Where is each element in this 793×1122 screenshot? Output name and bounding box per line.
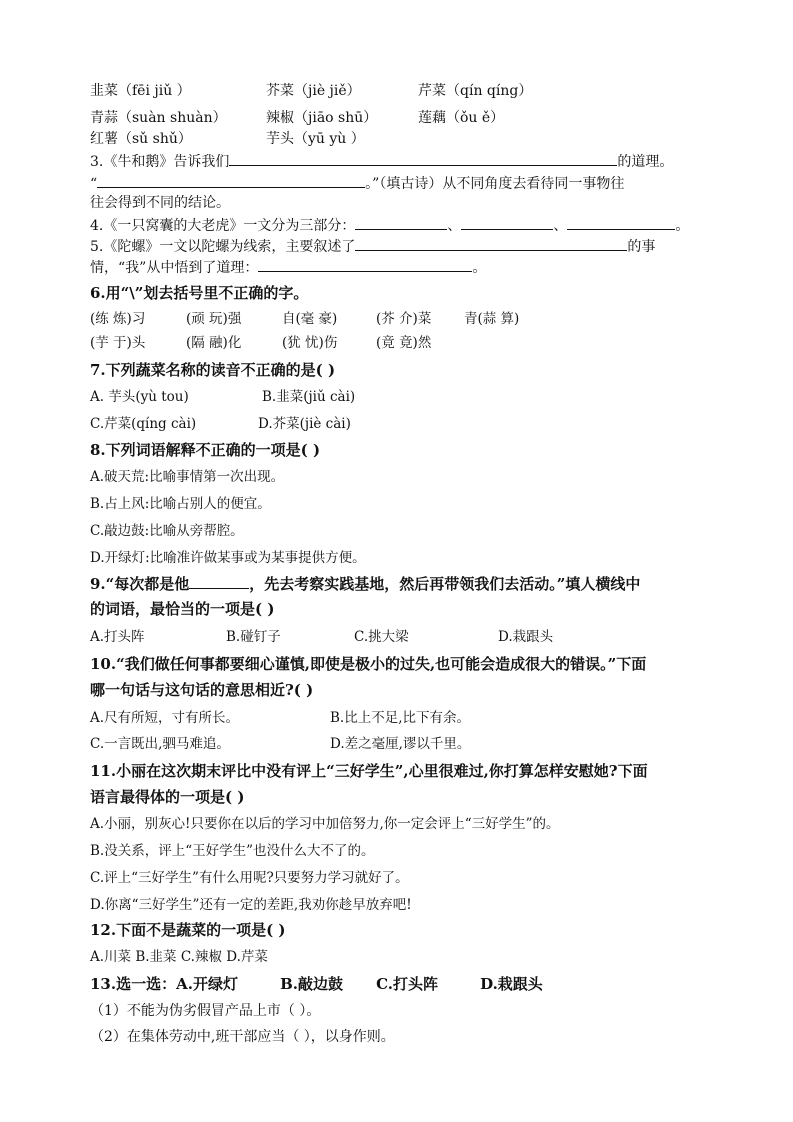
option: C.打头阵 <box>376 975 439 993</box>
question-3-text: “ <box>90 176 98 192</box>
pinyin-item: 芋头（yū yù ） <box>266 131 365 147</box>
option[interactable]: A.小丽，别灰心!只要你在以后的学习中加倍努力,你一定会评上“三好学生”的。 <box>90 816 560 832</box>
option[interactable]: B.比上不足,比下有余。 <box>330 710 471 726</box>
question-5-line-2 <box>90 257 486 278</box>
option: B.敲边鼓 <box>280 975 344 993</box>
choice-item[interactable]: (隔 融)化 <box>186 335 242 351</box>
question-6-row-1 <box>90 309 519 329</box>
question-10-line-2: 哪一句话与这句话的意思相近?( ) <box>90 681 314 699</box>
choice-item[interactable]: (犹 忧)伤 <box>282 335 338 351</box>
question-9-text: ，先去考察实践基地，然后再带领我们去活动。”填人横线中 <box>249 575 641 593</box>
pinyin-row-2 <box>90 108 504 128</box>
question-13-item[interactable]: （2）在集体劳动中,班干部应当（ ），以身作则。 <box>90 1029 395 1045</box>
question-3-text: 3.《牛和鹅》告诉我们 <box>90 154 230 170</box>
question-8-title: 8.下列词语解释不正确的一项是( ) <box>90 441 321 459</box>
choice-item[interactable]: (芥 介)菜 <box>376 311 432 327</box>
question-10-row-1 <box>90 708 470 728</box>
question-6-row-2 <box>90 333 431 353</box>
question-10-row-2 <box>90 734 470 754</box>
answer-blank[interactable] <box>461 215 553 230</box>
pinyin-row-3 <box>90 129 365 149</box>
question-6-title: 6.用“\”划去括号里不正确的字。 <box>90 284 309 302</box>
option[interactable]: D.栽跟头 <box>498 629 554 645</box>
pinyin-row-1 <box>90 81 532 101</box>
question-13-item[interactable]: （1）不能为伪劣假冒产品上市（ ）。 <box>90 1003 321 1019</box>
question-4 <box>90 215 689 236</box>
option[interactable]: D.差之毫厘,谬以千里。 <box>330 736 471 752</box>
option[interactable]: B.占上风:比喻占别人的便宜。 <box>90 496 271 512</box>
option[interactable]: A.打头阵 <box>90 629 145 645</box>
question-11-line-1: 11.小丽在这次期末评比中没有评上“三好学生”,心里很难过,你打算怎样安慰她?下面 <box>90 762 648 780</box>
choice-item[interactable]: (练 炼)习 <box>90 311 146 327</box>
choice-item[interactable]: 自(毫 豪) <box>282 311 338 327</box>
pinyin-item: 芹菜（qín qíng） <box>418 83 533 99</box>
question-4-text: 4.《一只窝囊的大老虎》一文分为三部分： <box>90 218 356 234</box>
answer-blank[interactable] <box>229 151 617 166</box>
answer-blank[interactable] <box>258 257 472 272</box>
question-10-line-1: 10.“我们做任何事都要细心谨慎,即使是极小的过失,也可能会造成很大的错误。”下面 <box>90 655 647 673</box>
option[interactable]: C.评上“三好学生”有什么用呢?只要努力学习就好了。 <box>90 870 409 886</box>
question-11-line-2: 语言最得体的一项是( ) <box>90 788 245 806</box>
option: D.栽跟头 <box>480 975 543 993</box>
separator: 、 <box>553 218 568 234</box>
separator: 。 <box>675 218 690 234</box>
question-12-options[interactable]: A.川菜 B.韭菜 C.辣椒 D.芹菜 <box>90 949 268 965</box>
answer-blank[interactable] <box>355 215 447 230</box>
pinyin-item: 莲藕（ǒu ě） <box>418 110 505 126</box>
question-12-title: 12.下面不是蔬菜的一项是( ) <box>90 921 286 939</box>
option: A.开绿灯 <box>176 975 238 993</box>
pinyin-item: 青蒜（suàn shuàn） <box>90 110 227 126</box>
choice-item[interactable]: 青(蒜 算) <box>464 311 520 327</box>
choice-item[interactable]: (芋 于)头 <box>90 335 146 351</box>
pinyin-item: 红薯（sǔ shǔ） <box>90 131 192 147</box>
answer-blank[interactable] <box>97 173 365 188</box>
question-7-row-1 <box>90 387 355 407</box>
pinyin-item: 韭菜（fēi jiǔ ） <box>90 83 191 99</box>
option[interactable]: B.韭菜(jiǔ cài) <box>262 389 356 405</box>
answer-blank[interactable] <box>355 236 627 251</box>
question-9-line-1 <box>90 574 640 594</box>
option[interactable]: C.一言既出,驷马难追。 <box>90 736 230 752</box>
choice-item[interactable]: (顽 玩)强 <box>186 311 242 327</box>
option[interactable]: C.芹菜(qíng cài) <box>90 416 197 432</box>
option[interactable]: A.尺有所短，寸有所长。 <box>90 710 240 726</box>
question-3-line-1 <box>90 151 673 172</box>
question-5-text: 。 <box>472 260 487 276</box>
question-9-line-2: 的词语，最恰当的一项是( ) <box>90 600 275 618</box>
option[interactable]: A.破天荒:比喻事情第一次出现。 <box>90 469 285 485</box>
option[interactable]: B.碰钉子 <box>226 629 281 645</box>
question-3-line-2 <box>90 173 624 194</box>
answer-blank[interactable] <box>189 574 249 589</box>
choice-item[interactable]: (竟 竟)然 <box>376 335 432 351</box>
question-3-text: 的道理。 <box>617 154 674 170</box>
answer-blank[interactable] <box>567 215 675 230</box>
question-5-text: 5.《陀螺》一文以陀螺为线索，主要叙述了 <box>90 239 356 255</box>
option[interactable]: D.你离“三好学生”还有一定的差距,我劝你趁早放弃吧! <box>90 897 412 913</box>
option[interactable]: D.开绿灯:比喻准许做某事或为某事提供方便。 <box>90 550 366 566</box>
pinyin-item: 芥菜（jiè jiě） <box>266 83 361 99</box>
question-7-title: 7.下列蔬菜名称的读音不正确的是( ) <box>90 361 336 379</box>
option[interactable]: B.没关系，评上“王好学生”也没什么大不了的。 <box>90 843 375 859</box>
separator: 、 <box>447 218 462 234</box>
question-3-text: 往会得到不同的结论。 <box>90 195 230 211</box>
question-3-text: 。”（填古诗）从不同角度去看待同一事物往 <box>365 176 625 192</box>
question-9-options <box>90 627 553 647</box>
option[interactable]: D.芥菜(jiè cài) <box>258 416 351 432</box>
question-9-text: 9.“每次都是他 <box>90 575 190 593</box>
option[interactable]: A. 芋头(yù tou) <box>90 389 189 405</box>
question-7-row-2 <box>90 414 351 434</box>
question-5-text: 情，“我”从中悟到了道理： <box>90 260 259 276</box>
question-13-title <box>90 974 543 995</box>
question-3-line-3 <box>90 193 230 213</box>
option[interactable]: C.挑大梁 <box>354 629 409 645</box>
question-5-line-1 <box>90 236 655 257</box>
option[interactable]: C.敲边鼓:比喻从旁帮腔。 <box>90 523 244 539</box>
question-5-text: 的事 <box>627 239 656 255</box>
question-13-label: 13.选一选： <box>90 975 177 993</box>
pinyin-item: 辣椒（jiāo shū） <box>266 110 378 126</box>
